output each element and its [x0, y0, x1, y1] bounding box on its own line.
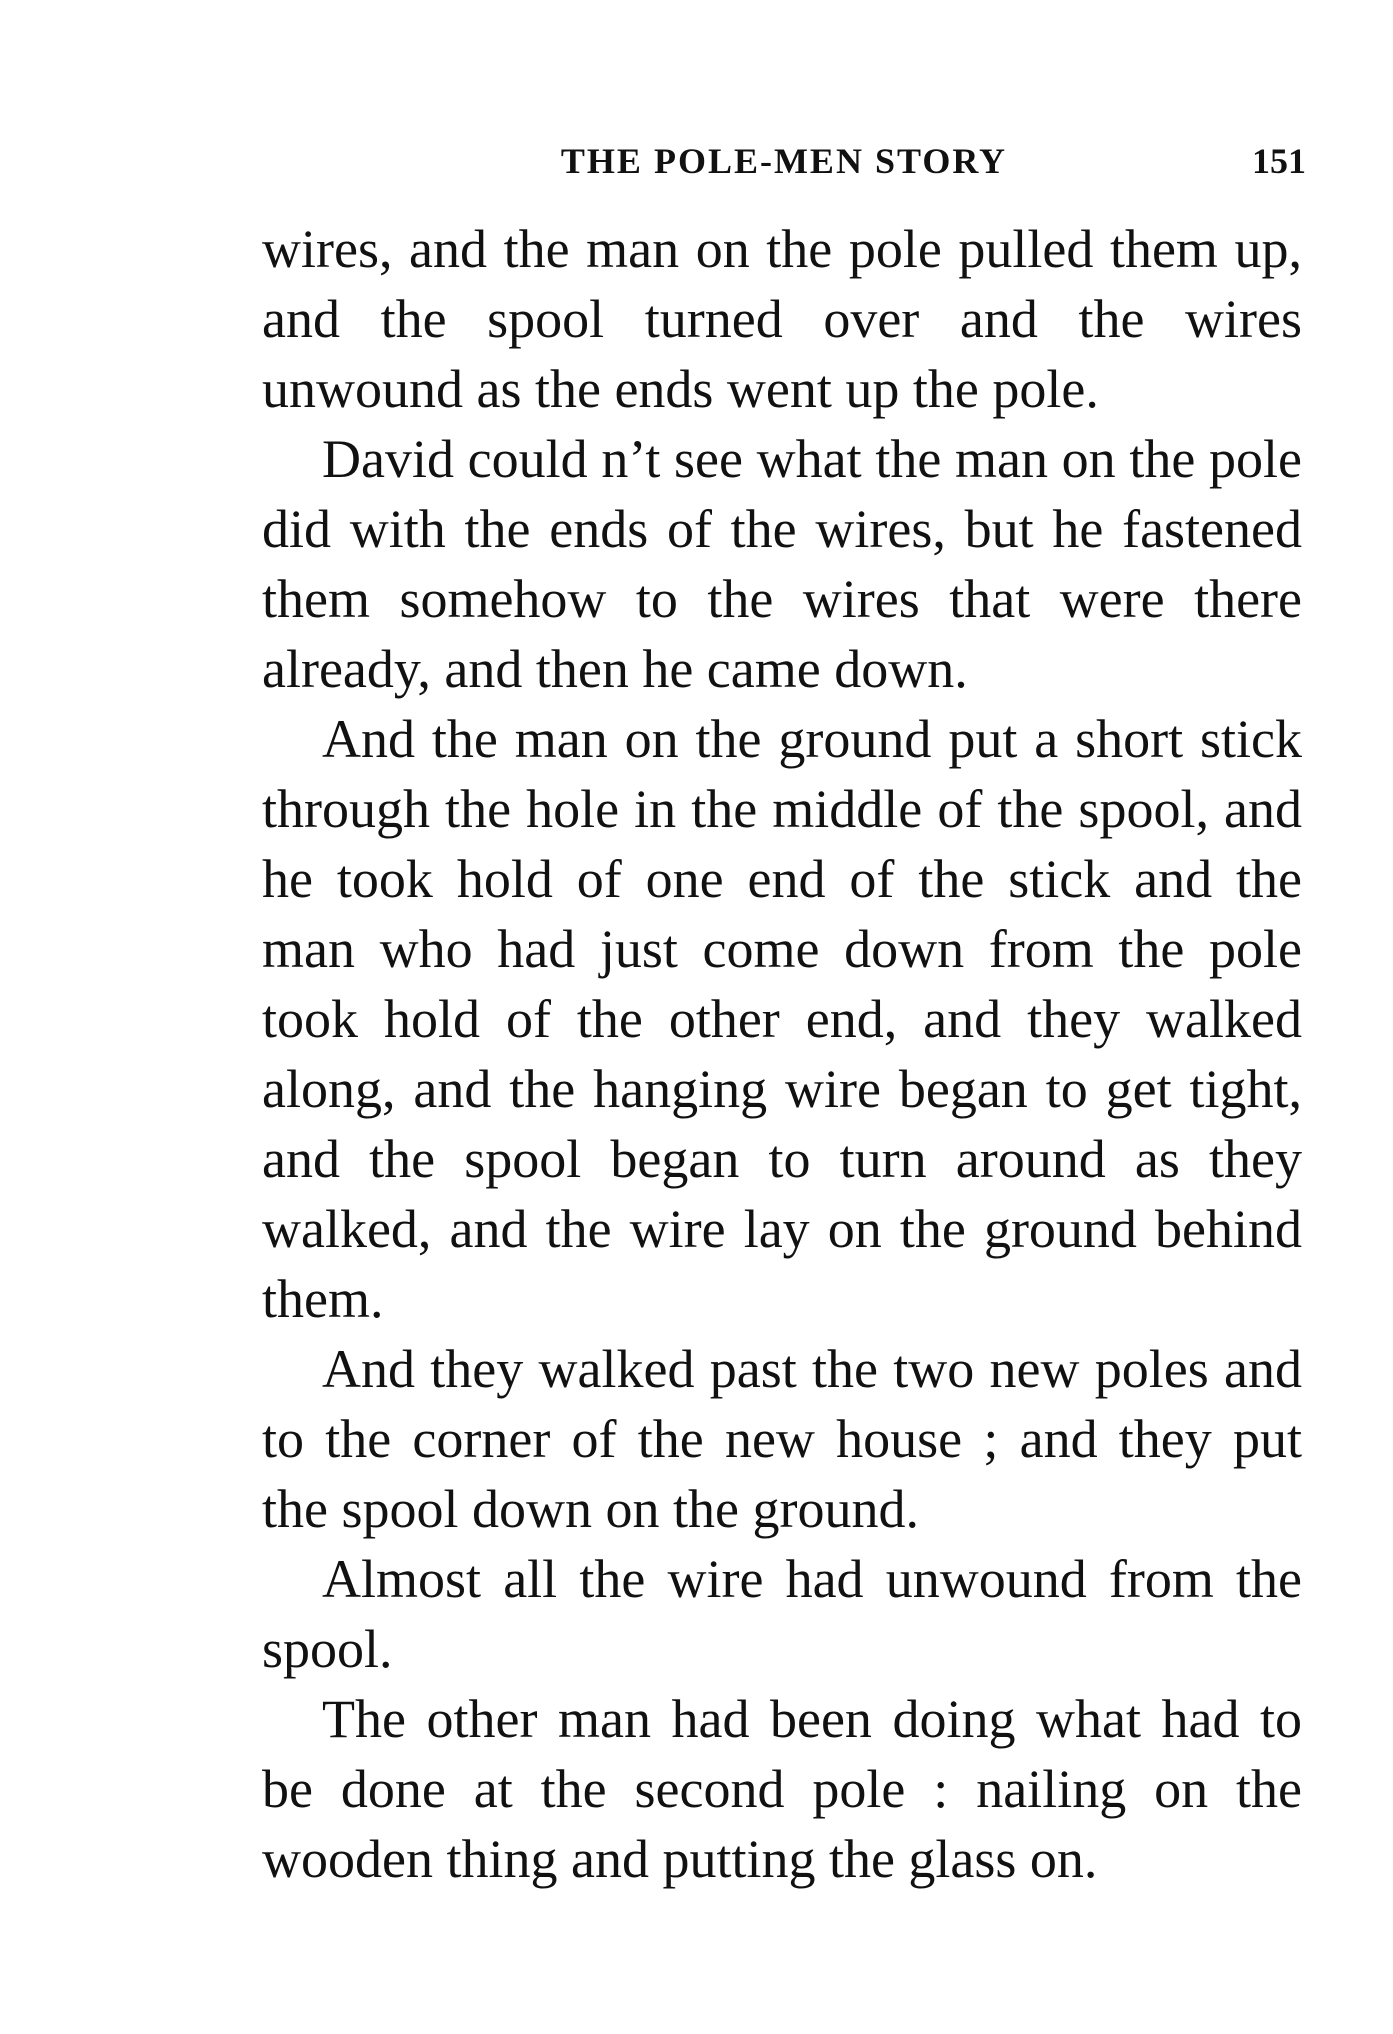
body-text: [262, 214, 1302, 1894]
running-title: THE POLE-MEN STORY: [560, 141, 1008, 181]
paragraph: And the man on the ground put a short stick through the hole in the middle of the spool, and he took hold of one end of the stick and the man who had just come down from the pole took hold of the other end, and they walked along, and the hanging wire began to get tight, and the spool began to turn around as they walked, and the wire lay on the ground behind them.: [262, 709, 1302, 1329]
page-number: 151: [1252, 141, 1306, 181]
paragraph: Almost all the wire had unwound from the spool.: [262, 1549, 1302, 1679]
running-head: [262, 136, 1306, 186]
paragraph-continued: wires, and the man on the pole pulled them up, and the spool turned over and the wires unwound as the ends went up the pole.: [262, 219, 1302, 419]
paragraph: And they walked past the two new poles and to the corner of the new house ; and they put the spool down on the ground.: [262, 1339, 1302, 1539]
paragraph: David could n’t see what the man on the pole did with the ends of the wires, but he fastened them somehow to the wires that were there already, and then he came down.: [262, 429, 1302, 699]
paragraph: The other man had been doing what had to be done at the second pole : nailing on the wooden thing and putting the glass on.: [262, 1689, 1302, 1889]
